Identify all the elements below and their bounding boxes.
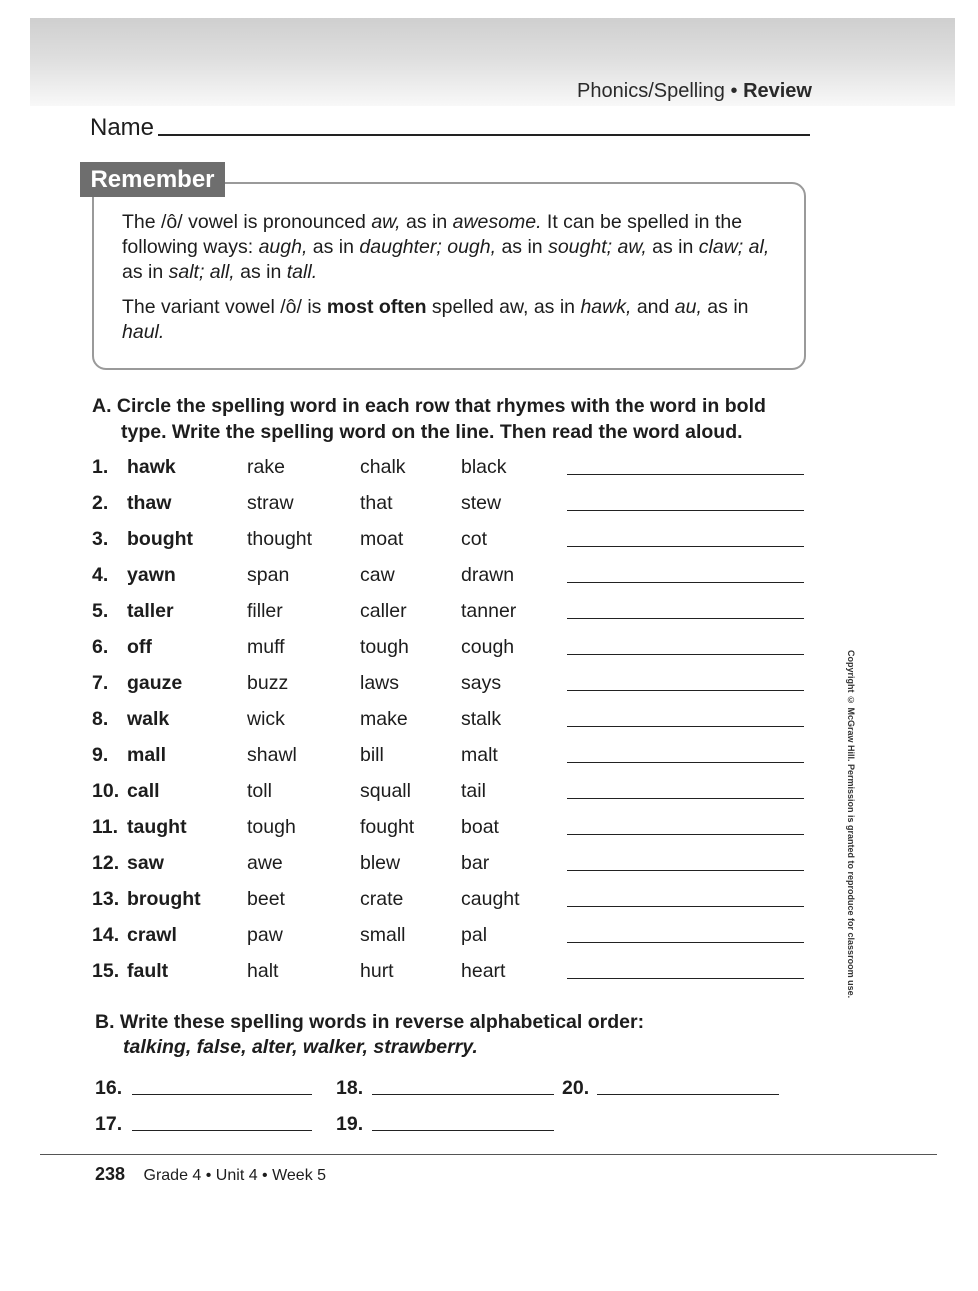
answer-line[interactable] bbox=[567, 978, 804, 979]
choice-word[interactable]: straw bbox=[247, 492, 294, 514]
answer-line[interactable] bbox=[567, 690, 804, 691]
blank-label-19: 19. bbox=[336, 1113, 364, 1135]
choice-word[interactable]: shawl bbox=[247, 744, 297, 766]
choice-word[interactable]: beet bbox=[247, 888, 285, 910]
choice-word[interactable]: buzz bbox=[247, 672, 289, 694]
footer-info: Grade 4 • Unit 4 • Week 5 bbox=[143, 1167, 327, 1184]
row-number: 6. bbox=[92, 636, 109, 658]
choice-word[interactable]: caw bbox=[360, 564, 395, 586]
answer-line[interactable] bbox=[567, 582, 804, 583]
remember-text-segment: haul. bbox=[122, 321, 165, 343]
remember-text-segment: all, bbox=[209, 261, 235, 283]
bold-word: fault bbox=[127, 960, 169, 982]
choice-word[interactable]: hurt bbox=[360, 960, 394, 982]
remember-text-segment: ough, bbox=[447, 236, 497, 258]
choice-word[interactable]: caught bbox=[461, 888, 520, 910]
remember-text-segment: It can be spelled in the following ways: bbox=[122, 211, 743, 258]
blank-label-20: 20. bbox=[562, 1077, 590, 1099]
choice-word[interactable]: make bbox=[360, 708, 408, 730]
blank-label-17: 17. bbox=[95, 1113, 123, 1135]
bold-word: brought bbox=[127, 888, 201, 910]
remember-text-segment: spelled aw, as in bbox=[426, 296, 581, 318]
remember-text-segment: au, bbox=[674, 296, 702, 318]
answer-line[interactable] bbox=[567, 474, 804, 475]
row-number: 1. bbox=[92, 456, 109, 478]
answer-line[interactable] bbox=[567, 942, 804, 943]
remember-text-segment: The /ô/ vowel is pronounced bbox=[122, 211, 372, 233]
bold-word: taller bbox=[127, 600, 174, 622]
choice-word[interactable]: chalk bbox=[360, 456, 406, 478]
remember-text-segment: augh, bbox=[258, 236, 308, 258]
choice-word[interactable]: heart bbox=[461, 960, 506, 982]
choice-word[interactable]: span bbox=[247, 564, 290, 586]
choice-word[interactable]: malt bbox=[461, 744, 498, 766]
remember-text-segment: aw, bbox=[617, 236, 647, 258]
choice-word[interactable]: says bbox=[461, 672, 502, 694]
section-b-instructions bbox=[95, 1010, 795, 1060]
page-number: 238 bbox=[95, 1164, 126, 1184]
footer bbox=[95, 1164, 326, 1185]
remember-text-segment: and bbox=[631, 296, 675, 318]
remember-paragraph-2 bbox=[122, 295, 790, 345]
row-number: 3. bbox=[92, 528, 109, 550]
bold-word: thaw bbox=[127, 492, 172, 514]
choice-word[interactable]: squall bbox=[360, 780, 411, 802]
remember-text-segment: as in bbox=[122, 261, 169, 283]
answer-line[interactable] bbox=[567, 618, 804, 619]
answer-line[interactable] bbox=[567, 906, 804, 907]
bold-word: bought bbox=[127, 528, 194, 550]
remember-title: Remember bbox=[80, 162, 225, 197]
choice-word[interactable]: pal bbox=[461, 924, 488, 946]
remember-text-segment: as in bbox=[646, 236, 699, 258]
remember-text-segment: as in bbox=[400, 211, 453, 233]
bold-word: off bbox=[127, 636, 152, 658]
remember-text-segment: as in bbox=[496, 236, 549, 258]
section-b-line-1: B. Write these spelling words in reverse alphabetical order: bbox=[95, 1011, 645, 1033]
choice-word[interactable]: moat bbox=[360, 528, 404, 550]
answer-line[interactable] bbox=[567, 726, 804, 727]
remember-text bbox=[122, 210, 790, 355]
remember-text-segment: as in bbox=[701, 296, 749, 318]
remember-text-segment: as in bbox=[234, 261, 287, 283]
row-number: 4. bbox=[92, 564, 109, 586]
choice-word[interactable]: rake bbox=[247, 456, 285, 478]
choice-word[interactable]: drawn bbox=[461, 564, 515, 586]
remember-text-segment: The variant vowel /ô/ is bbox=[122, 296, 327, 318]
section-b-words: talking, false, alter, walker, strawberry. bbox=[123, 1036, 478, 1058]
remember-text-segment: as in bbox=[307, 236, 360, 258]
choice-word[interactable]: boat bbox=[461, 816, 499, 838]
answer-line-18[interactable] bbox=[372, 1094, 554, 1095]
choice-word[interactable]: crate bbox=[360, 888, 404, 910]
row-number: 9. bbox=[92, 744, 109, 766]
choice-word[interactable]: stew bbox=[461, 492, 502, 514]
bold-word: gauze bbox=[127, 672, 183, 694]
section-a-instructions bbox=[92, 393, 792, 445]
answer-line-16[interactable] bbox=[132, 1094, 312, 1095]
section-a-line-2: type. Write the spelling word on the line. Then read the word aloud. bbox=[121, 421, 743, 443]
choice-word[interactable]: tail bbox=[461, 780, 486, 802]
choice-word[interactable]: filler bbox=[247, 600, 283, 622]
blank-label-18: 18. bbox=[336, 1077, 364, 1099]
remember-text-segment: al, bbox=[748, 236, 770, 258]
row-number: 11. bbox=[92, 816, 119, 838]
remember-text-segment: tall. bbox=[286, 261, 318, 283]
name-input-line[interactable] bbox=[158, 134, 810, 136]
answer-line-20[interactable] bbox=[597, 1094, 779, 1095]
row-number: 10. bbox=[92, 780, 120, 802]
bold-word: saw bbox=[127, 852, 164, 874]
answer-line[interactable] bbox=[567, 834, 804, 835]
bold-word: hawk bbox=[127, 456, 176, 478]
answer-line[interactable] bbox=[567, 798, 804, 799]
remember-paragraph-1 bbox=[122, 210, 790, 285]
row-number: 2. bbox=[92, 492, 109, 514]
choice-word[interactable]: bill bbox=[360, 744, 384, 766]
answer-line[interactable] bbox=[567, 654, 804, 655]
choice-word[interactable]: small bbox=[360, 924, 406, 946]
remember-text-segment: claw; bbox=[698, 236, 744, 258]
choice-word[interactable]: caller bbox=[360, 600, 407, 622]
remember-text-segment: sought; bbox=[548, 236, 613, 258]
answer-line[interactable] bbox=[567, 870, 804, 871]
name-label: Name bbox=[90, 114, 155, 141]
choice-word[interactable]: that bbox=[360, 492, 393, 514]
bold-word: yawn bbox=[127, 564, 176, 586]
remember-text-segment: aw, bbox=[371, 211, 401, 233]
remember-text-segment: awesome. bbox=[452, 211, 542, 233]
choice-word[interactable]: halt bbox=[247, 960, 279, 982]
remember-text-segment: salt; bbox=[168, 261, 205, 283]
choice-word[interactable]: tough bbox=[247, 816, 296, 838]
choice-word[interactable]: muff bbox=[247, 636, 285, 658]
answer-line[interactable] bbox=[567, 762, 804, 763]
blank-label-16: 16. bbox=[95, 1077, 123, 1099]
answer-line-17[interactable] bbox=[132, 1130, 312, 1131]
header-label bbox=[577, 80, 812, 103]
choice-word[interactable]: tough bbox=[360, 636, 409, 658]
choice-word[interactable]: wick bbox=[247, 708, 285, 730]
row-number: 8. bbox=[92, 708, 109, 730]
row-number: 7. bbox=[92, 672, 109, 694]
section-a-line-1: A. Circle the spelling word in each row that rhymes with the word in bold bbox=[92, 395, 766, 417]
choice-word[interactable]: laws bbox=[360, 672, 400, 694]
remember-text-segment: daughter; bbox=[359, 236, 442, 258]
bold-word: mall bbox=[127, 744, 167, 766]
header-section: Phonics/Spelling bbox=[577, 80, 725, 102]
choice-word[interactable]: awe bbox=[247, 852, 283, 874]
choice-word[interactable]: black bbox=[461, 456, 507, 478]
row-number: 15. bbox=[92, 960, 120, 982]
bold-word: call bbox=[127, 780, 160, 802]
answer-line[interactable] bbox=[567, 510, 804, 511]
choice-word[interactable]: tanner bbox=[461, 600, 517, 622]
bold-word: crawl bbox=[127, 924, 177, 946]
remember-text-segment: most often bbox=[326, 296, 427, 318]
choice-word[interactable]: bar bbox=[461, 852, 490, 874]
bold-word: walk bbox=[127, 708, 170, 730]
footer-rule bbox=[40, 1154, 937, 1155]
remember-text-segment: hawk, bbox=[580, 296, 632, 318]
row-number: 12. bbox=[92, 852, 120, 874]
row-number: 14. bbox=[92, 924, 120, 946]
choice-word[interactable]: toll bbox=[247, 780, 272, 802]
choice-word[interactable]: blew bbox=[360, 852, 401, 874]
choice-word[interactable]: cough bbox=[461, 636, 515, 658]
bold-word: taught bbox=[127, 816, 187, 838]
header-separator: • bbox=[730, 80, 738, 102]
answer-line-19[interactable] bbox=[372, 1130, 554, 1131]
choice-word[interactable]: stalk bbox=[461, 708, 502, 730]
row-number: 13. bbox=[92, 888, 120, 910]
header-type: Review bbox=[743, 80, 812, 102]
row-number: 5. bbox=[92, 600, 109, 622]
choice-word[interactable]: cot bbox=[461, 528, 488, 550]
choice-word[interactable]: paw bbox=[247, 924, 283, 946]
choice-word[interactable]: thought bbox=[247, 528, 313, 550]
answer-line[interactable] bbox=[567, 546, 804, 547]
header-band bbox=[30, 18, 955, 106]
copyright-notice: Copyright © McGraw Hill. Permission is granted to reproduce for classroom use. bbox=[846, 650, 856, 999]
choice-word[interactable]: fought bbox=[360, 816, 415, 838]
